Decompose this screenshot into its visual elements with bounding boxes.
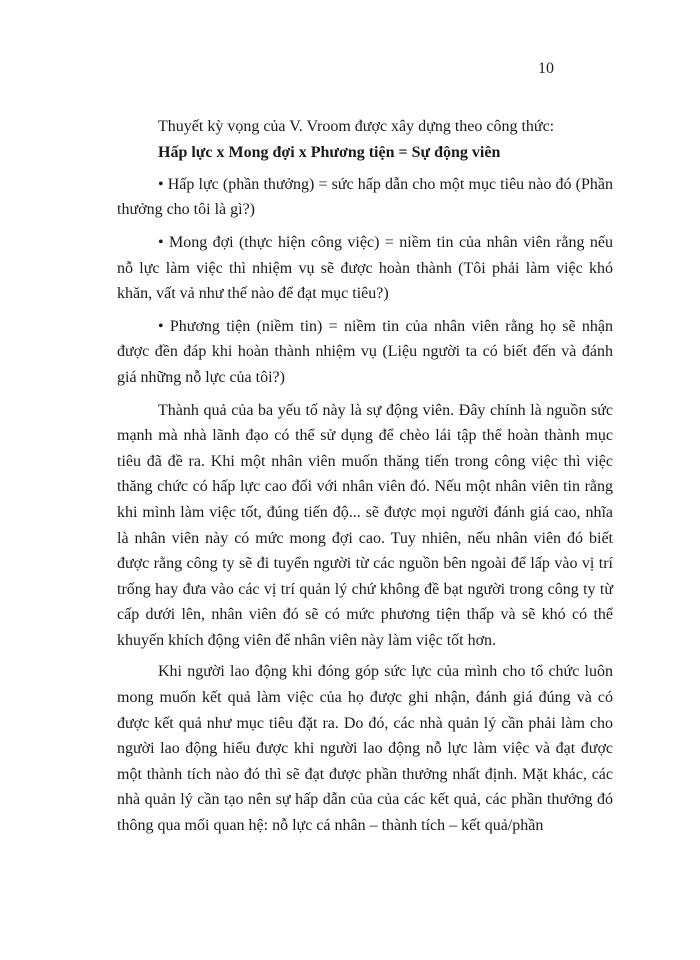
bullet-attraction: • Hấp lực (phần thưởng) = sức hấp dẫn cho một mục tiêu nào đó (Phần thưởng cho tôi là gì?) [117, 175, 613, 219]
page-number: 10 [538, 60, 554, 77]
document-body [117, 114, 613, 839]
intro-line: Thuyết kỳ vọng của V. Vroom được xây dựng theo công thức: [158, 118, 555, 135]
formula-heading: Hấp lực x Mong đợi x Phương tiện = Sự động viên [158, 144, 501, 162]
paragraph-motivation: Thành quả của ba yếu tố này là sự động viên. Đây chính là nguồn sức mạnh mà nhà lãnh đạo có thể sử dụng để chèo lái tập thể hoàn thành mục tiêu đã đề ra. Khi một nhân viên muốn thăng tiến trong công việc thì việc thăng chức có hấp lực cao đối với nhân viên đó. Nếu một nhân viên tin rằng khi mình làm việc tốt, đúng tiến độ... sẽ được mọi người đánh giá cao, nhĩa là nhân viên này có mức mong đợi cao. Tuy nhiên, nếu nhân viên đó biết được rằng công ty sẽ đi tuyển người từ các nguồn bên ngoài để lấp vào vị trí trống hay đưa vào các vị trí quản lý chứ không đề bạt người trong công ty từ cấp dưới lên, nhân viên đó sẽ có mức phương tiện thấp và sẽ khó có thể khuyến khích động viên để nhân viên này làm việc tốt hơn. [117, 401, 613, 649]
bullet-expectancy: • Mong đợi (thực hiện công việc) = niềm tin của nhân viên rằng nếu nỗ lực làm việc thì nhiệm vụ sẽ được hoàn thành (Tôi phải làm việc khó khăn, vất vả như thế nào để đạt mục tiêu?) [117, 233, 613, 303]
bullet-instrumentality: • Phương tiện (niềm tin) = niềm tin của nhân viên rằng họ sẽ nhận được đền đáp khi hoàn thành nhiệm vụ (Liệu người ta có biết đến và đánh giá những nỗ lực của tôi?) [117, 317, 613, 386]
paragraph-recognition: Khi người lao động khi đóng góp sức lực của mình cho tổ chức luôn mong muốn kết quả làm việc của họ được ghi nhận, đánh giá đúng và có được kết quả như mục tiêu đặt ra. Do đó, các nhà quản lý cần phải làm cho người lao động hiểu được khi người lao động nỗ lực làm việc và đạt được một thành tích nào đó thì sẽ đạt được phần thưởng nhất định. Mặt khác, các nhà quản lý cần tạo nên sự hấp dẫn của của các kết quả, các phần thưởng đó thông qua mối quan hệ: nỗ lực cá nhân – thành tích – kết quả/phần [117, 663, 613, 835]
